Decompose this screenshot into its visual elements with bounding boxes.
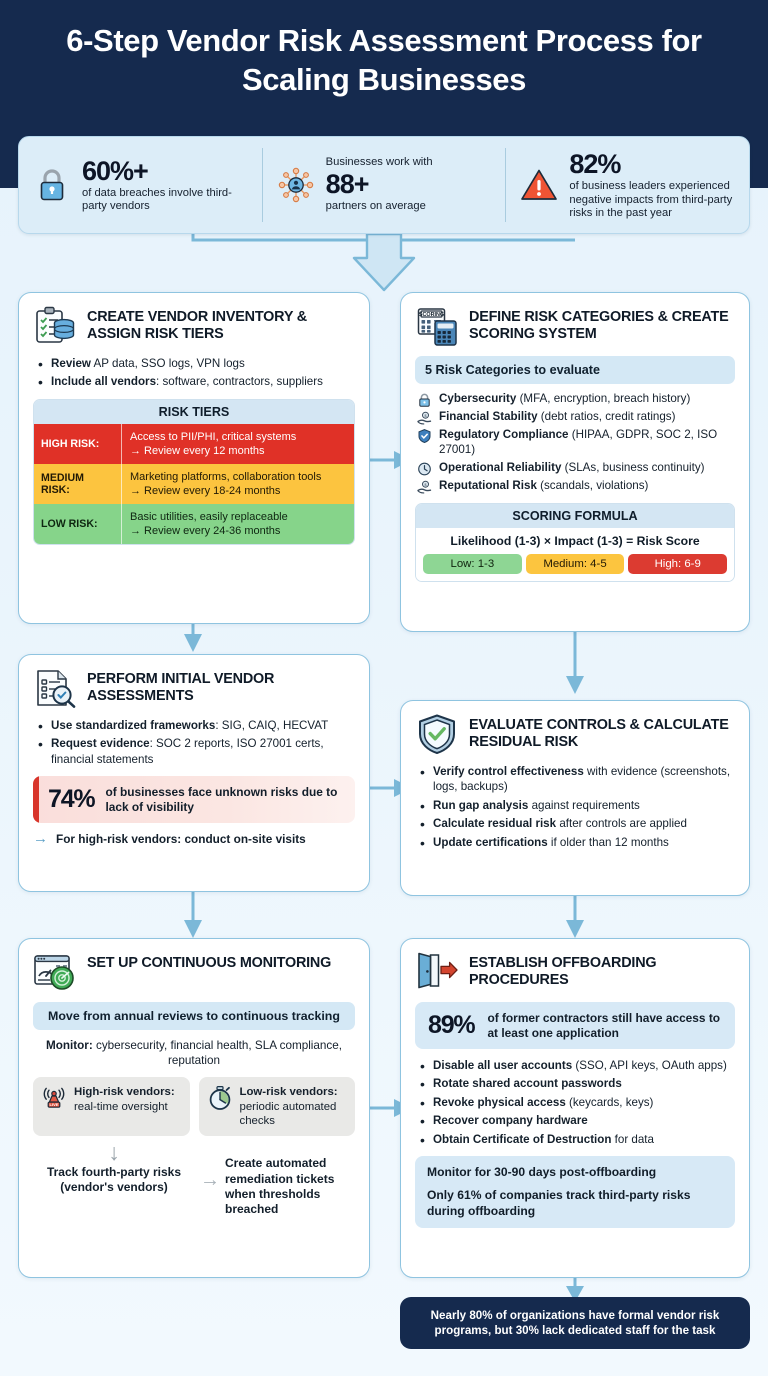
list-item: • Revoke physical access (keycards, keys): [419, 1095, 735, 1110]
card-title: EVALUATE CONTROLS & CALCULATE RESIDUAL RISK: [469, 717, 729, 751]
list-item: • Request evidence: SOC 2 reports, ISO 27001 certs, financial statements: [37, 736, 355, 767]
network-icon: [275, 166, 317, 204]
table-header: RISK TIERS: [34, 400, 354, 424]
arrow-down-icon: [566, 920, 584, 938]
warning-triangle-icon: [518, 168, 560, 202]
stat-value: 82%: [569, 149, 621, 180]
info-line-tracking: Only 61% of companies track third-party risks during offboarding: [427, 1188, 691, 1218]
list-item: Operational Reliability (SLAs, business continuity): [417, 461, 735, 476]
offboarding-info-band: [415, 1156, 735, 1228]
tier-level: LOW RISK:: [34, 504, 122, 544]
document-search-icon: [33, 667, 77, 709]
list-item: • Calculate residual risk after controls are applied: [419, 816, 735, 831]
arrow-right-icon: →: [33, 830, 48, 848]
arrow-down-icon: [184, 634, 202, 652]
stat-label: partners on average: [325, 199, 426, 212]
stat-prefix: Businesses work with: [325, 156, 433, 169]
footer-banner: [400, 1297, 750, 1349]
tier-level: HIGH RISK:: [34, 424, 122, 464]
list-item: • Review AP data, SSO logs, VPN logs: [37, 356, 355, 371]
callout-label: of former contractors still have access to at least one application: [487, 1011, 721, 1040]
lock-icon: [417, 392, 432, 407]
stat-item-partners: [262, 148, 506, 222]
step-card-establish-offboarding: [400, 938, 750, 1278]
categories-band: 5 Risk Categories to evaluate: [415, 356, 735, 384]
clipboard-database-icon: [33, 305, 77, 347]
table-row: [34, 504, 354, 544]
list-item: Cybersecurity (MFA, encryption, breach history): [417, 392, 735, 407]
callout-label: of businesses face unknown risks due to lack of visibility: [105, 785, 338, 814]
stats-bar: [18, 136, 750, 234]
flow-label-fourth-party: Track fourth-party risks (vendor's vendors): [46, 1165, 182, 1195]
stat-callout-former-contractors: [415, 1002, 735, 1049]
bullet-list: [419, 764, 735, 850]
tier-level: MEDIUM RISK:: [34, 464, 122, 504]
step-card-evaluate-controls: [400, 700, 750, 896]
info-line-monitor: Monitor for 30-90 days post-offboarding: [427, 1165, 657, 1180]
stopwatch-icon: [207, 1085, 233, 1111]
arrow-down-icon: [184, 920, 202, 938]
list-item: • Verify control effectiveness with evidence (screenshots, logs, backups): [419, 764, 735, 795]
step-card-define-risk-categories: [400, 292, 750, 632]
bullet-list: [419, 1058, 735, 1147]
stat-value: 60%+: [82, 155, 148, 186]
monitoring-chip-row: [33, 1077, 355, 1136]
svg-text:$: $: [424, 413, 427, 418]
shield-check-icon: [415, 713, 459, 755]
step-card-perform-initial-assessments: [18, 654, 370, 892]
formula-header: SCORING FORMULA: [416, 504, 734, 528]
monitor-scope-note: Monitor: cybersecurity, financial health, SLA compliance, reputation: [46, 1039, 342, 1068]
monitoring-flow: [33, 1139, 355, 1216]
open-door-exit-icon: [415, 951, 459, 993]
clock-icon: [417, 461, 432, 476]
hand-money-icon: [417, 479, 432, 494]
list-item: Regulatory Compliance (HIPAA, GDPR, SOC 2, ISO 27001): [417, 428, 735, 458]
risk-tiers-table: [33, 399, 355, 545]
callout-value: 74%: [48, 785, 95, 814]
monitoring-dashboard-icon: [33, 951, 77, 993]
list-item: • Update certifications if older than 12 months: [419, 835, 735, 850]
stat-item-breaches: [19, 148, 262, 222]
scoring-calculator-icon: [415, 305, 459, 347]
card-title: DEFINE RISK CATEGORIES & CREATE SCORING SYSTEM: [469, 309, 729, 343]
tier-description: Access to PII/PHI, critical systems → Review every 12 months: [130, 430, 297, 457]
arrow-right-icon: →: [200, 1169, 220, 1192]
score-chip-medium: Medium: 4-5: [526, 554, 625, 574]
card-title: CREATE VENDOR INVENTORY & ASSIGN RISK TIERS: [87, 309, 307, 343]
scoring-formula-box: [415, 503, 735, 582]
score-chip-high: High: 6-9: [628, 554, 727, 574]
monitoring-chip-low-risk: Low-risk vendors: periodic automated checks: [199, 1077, 356, 1136]
list-item: • Obtain Certificate of Destruction for data: [419, 1132, 735, 1147]
hand-money-icon: [417, 410, 432, 425]
list-item: $ Financial Stability (debt ratios, credit ratings): [417, 410, 735, 425]
siren-icon: [41, 1085, 67, 1111]
svg-text:SCORING: SCORING: [418, 312, 445, 318]
flow-label-remediation: Create automated remediation tickets when thresholds breached: [225, 1156, 335, 1216]
tier-description: Basic utilities, easily replaceable → Review every 24-36 months: [130, 511, 288, 538]
stat-label: of business leaders experienced negative impacts from third-party risks in the past year: [569, 179, 733, 220]
monitoring-band: Move from annual reviews to continuous tracking: [33, 1002, 355, 1030]
table-row: [34, 424, 354, 464]
shield-check-icon: [417, 428, 432, 443]
svg-text:LIVE: LIVE: [49, 1102, 59, 1108]
stat-item-impacts: [505, 148, 749, 222]
card-title: PERFORM INITIAL VENDOR ASSESSMENTS: [87, 671, 275, 705]
lock-icon: [31, 167, 73, 203]
monitoring-chip-high-risk: LIVE High-risk vendors: real-time oversight: [33, 1077, 190, 1136]
score-chip-low: Low: 1-3: [423, 554, 522, 574]
note-onsite-visits: → For high-risk vendors: conduct on-site visits: [33, 830, 306, 848]
list-item: • Include all vendors: software, contractors, suppliers: [37, 374, 355, 389]
tier-description: Marketing platforms, collaboration tools → Review every 18-24 months: [130, 470, 322, 498]
callout-value: 89%: [428, 1011, 475, 1039]
step-card-continuous-monitoring: [18, 938, 370, 1278]
arrow-down-main-icon: [354, 234, 414, 290]
bullet-list: [37, 718, 355, 767]
formula-equation: Likelihood (1-3) × Impact (1-3) = Risk Score: [450, 533, 700, 548]
page-title: 6-Step Vendor Risk Assessment Process for Scaling Businesses: [66, 23, 702, 97]
table-row: [34, 464, 354, 504]
stat-value: 88+: [325, 169, 369, 200]
list-item: • Disable all user accounts (SSO, API keys, OAuth apps): [419, 1058, 735, 1073]
bullet-list: [37, 356, 355, 390]
list-item: • Recover company hardware: [419, 1113, 735, 1128]
step-card-create-vendor-inventory: [18, 292, 370, 624]
risk-categories-list: [417, 392, 735, 494]
list-item: • Run gap analysis against requirements: [419, 798, 735, 813]
card-title: ESTABLISH OFFBOARDING PROCEDURES: [469, 955, 657, 989]
list-item: • Use standardized frameworks: SIG, CAIQ, HECVAT: [37, 718, 355, 733]
list-item: $ Reputational Risk (scandals, violations): [417, 479, 735, 494]
card-title: SET UP CONTINUOUS MONITORING: [87, 955, 332, 971]
arrow-down-icon: ↓: [108, 1139, 120, 1166]
arrow-down-icon: [566, 676, 584, 694]
list-item: • Rotate shared account passwords: [419, 1076, 735, 1091]
stat-callout-unknown-risks: [33, 776, 355, 823]
footer-text: Nearly 80% of organizations have formal vendor risk programs, but 30% lack dedicated staff for the task: [430, 1308, 720, 1337]
svg-text:$: $: [424, 481, 427, 487]
stat-label: of data breaches involve third-party vendors: [82, 186, 232, 213]
